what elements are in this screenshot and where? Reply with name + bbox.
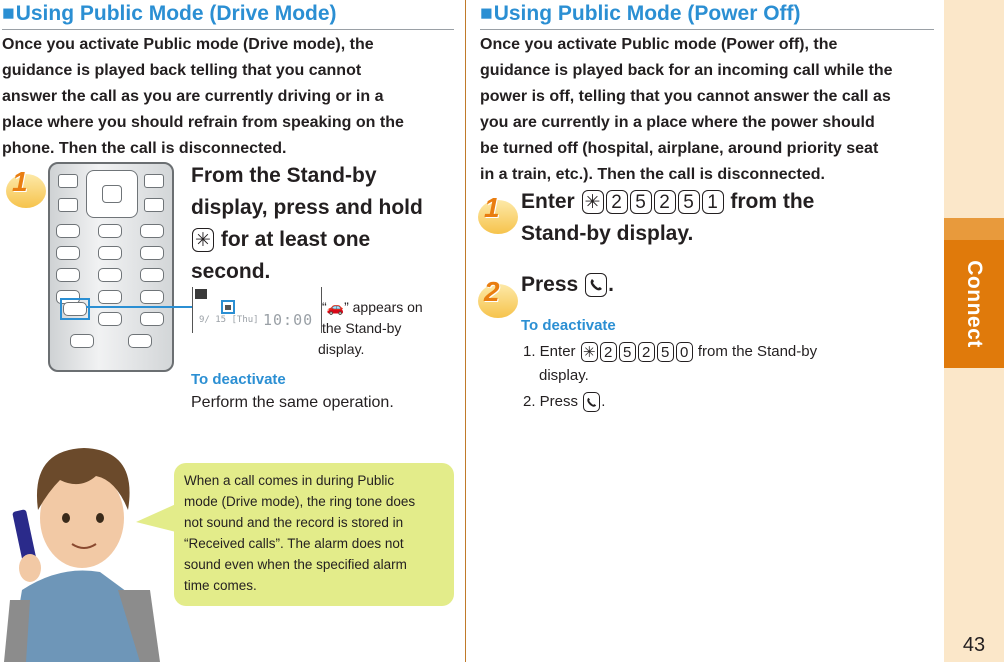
step-line [521, 186, 936, 218]
bubble-line: sound even when the specified alarm [184, 557, 407, 572]
intro-line: answer the call as you are currently driving or in a [2, 88, 384, 105]
call-key-icon [585, 273, 607, 297]
hand [19, 554, 41, 582]
star-key-icon: ✳ [581, 342, 598, 362]
car-icon [225, 305, 231, 310]
screen-time: 10:00 [263, 311, 314, 329]
callout-line-text: display. [318, 341, 365, 357]
step-suffix: from the [724, 190, 815, 213]
step-line: second. [191, 260, 271, 283]
intro-line: guidance is played back for an incoming call while the [480, 62, 893, 79]
center-key [102, 185, 122, 203]
left-title-rule [2, 29, 454, 30]
left-step1-text [191, 160, 451, 288]
step-line: From the Stand-by [191, 164, 377, 187]
callout-line-text: the Stand-by [322, 320, 402, 336]
keypad-key [56, 268, 80, 282]
page-number: 43 [962, 634, 986, 656]
character-illustration [0, 440, 175, 662]
step-number: 2 [484, 276, 500, 307]
keypad-key [140, 312, 164, 326]
step-prefix: Enter [521, 190, 581, 213]
step-line-suffix: for at least one [215, 228, 371, 251]
shirt [10, 570, 146, 662]
key-2-icon: 2 [654, 190, 676, 214]
right-deactivate-label: To deactivate [521, 317, 616, 334]
step-line [191, 224, 451, 256]
title-marker: ■ [2, 2, 15, 25]
intro-line: guidance is played back telling that you cannot [2, 62, 362, 79]
right-section-title [480, 0, 801, 28]
imode-key [144, 174, 164, 188]
intro-line: be turned off (hospital, airplane, around priority seat [480, 140, 879, 157]
deact-suffix: from the Stand-by [693, 343, 818, 360]
key-2-icon: 2 [606, 190, 628, 214]
bubble-line: mode (Drive mode), the ring tone does [184, 494, 416, 509]
star-key [63, 302, 87, 316]
chapter-tab-cap [944, 218, 1004, 240]
key-0-icon: 0 [676, 342, 693, 362]
menu-key [58, 198, 78, 212]
antenna-icon [195, 289, 207, 299]
left-deactivate-label: To deactivate [191, 371, 286, 388]
right-title-text: Using Public Mode (Power Off) [493, 2, 801, 25]
title-marker: ■ [480, 2, 493, 25]
standby-screen [192, 287, 322, 333]
deactivate-step-1 [523, 340, 933, 364]
callout-line-text: “🚗” appears on [322, 299, 423, 315]
deactivate-step-1-cont: display. [539, 367, 589, 384]
intro-line: Once you activate Public mode (Power off), the [480, 36, 838, 53]
left-section-title [2, 0, 337, 28]
key-5-icon: 5 [619, 342, 636, 362]
arm [4, 600, 30, 662]
key-5-icon: 5 [678, 190, 700, 214]
step-number: 1 [484, 192, 500, 223]
key-5-icon: 5 [657, 342, 674, 362]
send-key [56, 224, 80, 238]
right-step1-text [521, 186, 936, 250]
bubble-line: time comes. [184, 578, 257, 593]
intro-line: power is off, telling that you cannot answer the call as [480, 88, 891, 105]
screen-date: 9/ 15 [Thu] [199, 315, 259, 325]
step-suffix: . [608, 273, 614, 296]
step-prefix: Press [521, 273, 585, 296]
intro-line: you are currently in a place where the power should [480, 114, 875, 131]
end-key [140, 224, 164, 238]
keypad-key [56, 246, 80, 260]
bubble-text [184, 470, 448, 596]
chapter-tab-text: Connect [963, 260, 986, 348]
star-key-icon: ✳ [582, 190, 604, 214]
manner-key [128, 334, 152, 348]
bubble-line: not sound and the record is stored in [184, 515, 404, 530]
key-5-icon: 5 [630, 190, 652, 214]
navigation-pad [86, 170, 138, 218]
keypad-key [140, 290, 164, 304]
key-2-icon: 2 [600, 342, 617, 362]
step-number: 1 [12, 166, 28, 197]
deact-prefix: 2. Press [523, 393, 583, 410]
screen-callout [318, 297, 423, 360]
key-2-icon: 2 [638, 342, 655, 362]
key-1-icon: 1 [702, 190, 724, 214]
right-eye [96, 513, 104, 523]
right-deactivate-steps [523, 340, 933, 414]
drive-mode-icon [221, 300, 235, 314]
left-deactivate-text: Perform the same operation. [191, 394, 394, 411]
deactivate-step-2 [523, 390, 933, 414]
left-eye [62, 513, 70, 523]
keypad-key [98, 246, 122, 260]
intro-line: in a train, etc.). Then the call is disconnected. [480, 166, 825, 183]
bubble-line: When a call comes in during Public [184, 473, 395, 488]
step-line: display, press and hold [191, 196, 423, 219]
memo-key [70, 334, 94, 348]
mail-key [58, 174, 78, 188]
chapter-tab-label [944, 240, 1004, 368]
keypad-key [98, 268, 122, 282]
keypad-key [98, 290, 122, 304]
deact-prefix: 1. Enter [523, 343, 580, 360]
right-title-rule [480, 29, 934, 30]
call-key-icon [583, 392, 600, 412]
bubble-tail [136, 500, 178, 540]
clr-key [98, 224, 122, 238]
star-key-icon: ✳ [192, 228, 214, 252]
column-divider [465, 0, 466, 662]
phone-illustration [48, 162, 174, 372]
step-line: Stand-by display. [521, 222, 694, 245]
right-step2-text [521, 269, 614, 301]
deact-suffix: . [601, 393, 606, 410]
intro-line: place where you should refrain from speaking on the [2, 114, 404, 131]
left-intro [2, 32, 457, 162]
intro-line: phone. Then the call is disconnected. [2, 140, 287, 157]
bubble-line: “Received calls”. The alarm does not [184, 536, 404, 551]
keypad-key [140, 268, 164, 282]
left-title-text: Using Public Mode (Drive Mode) [15, 2, 337, 25]
right-intro [480, 32, 940, 188]
tv-key [144, 198, 164, 212]
keypad-key [98, 312, 122, 326]
keypad-key [140, 246, 164, 260]
intro-line: Once you activate Public mode (Drive mode), the [2, 36, 374, 53]
